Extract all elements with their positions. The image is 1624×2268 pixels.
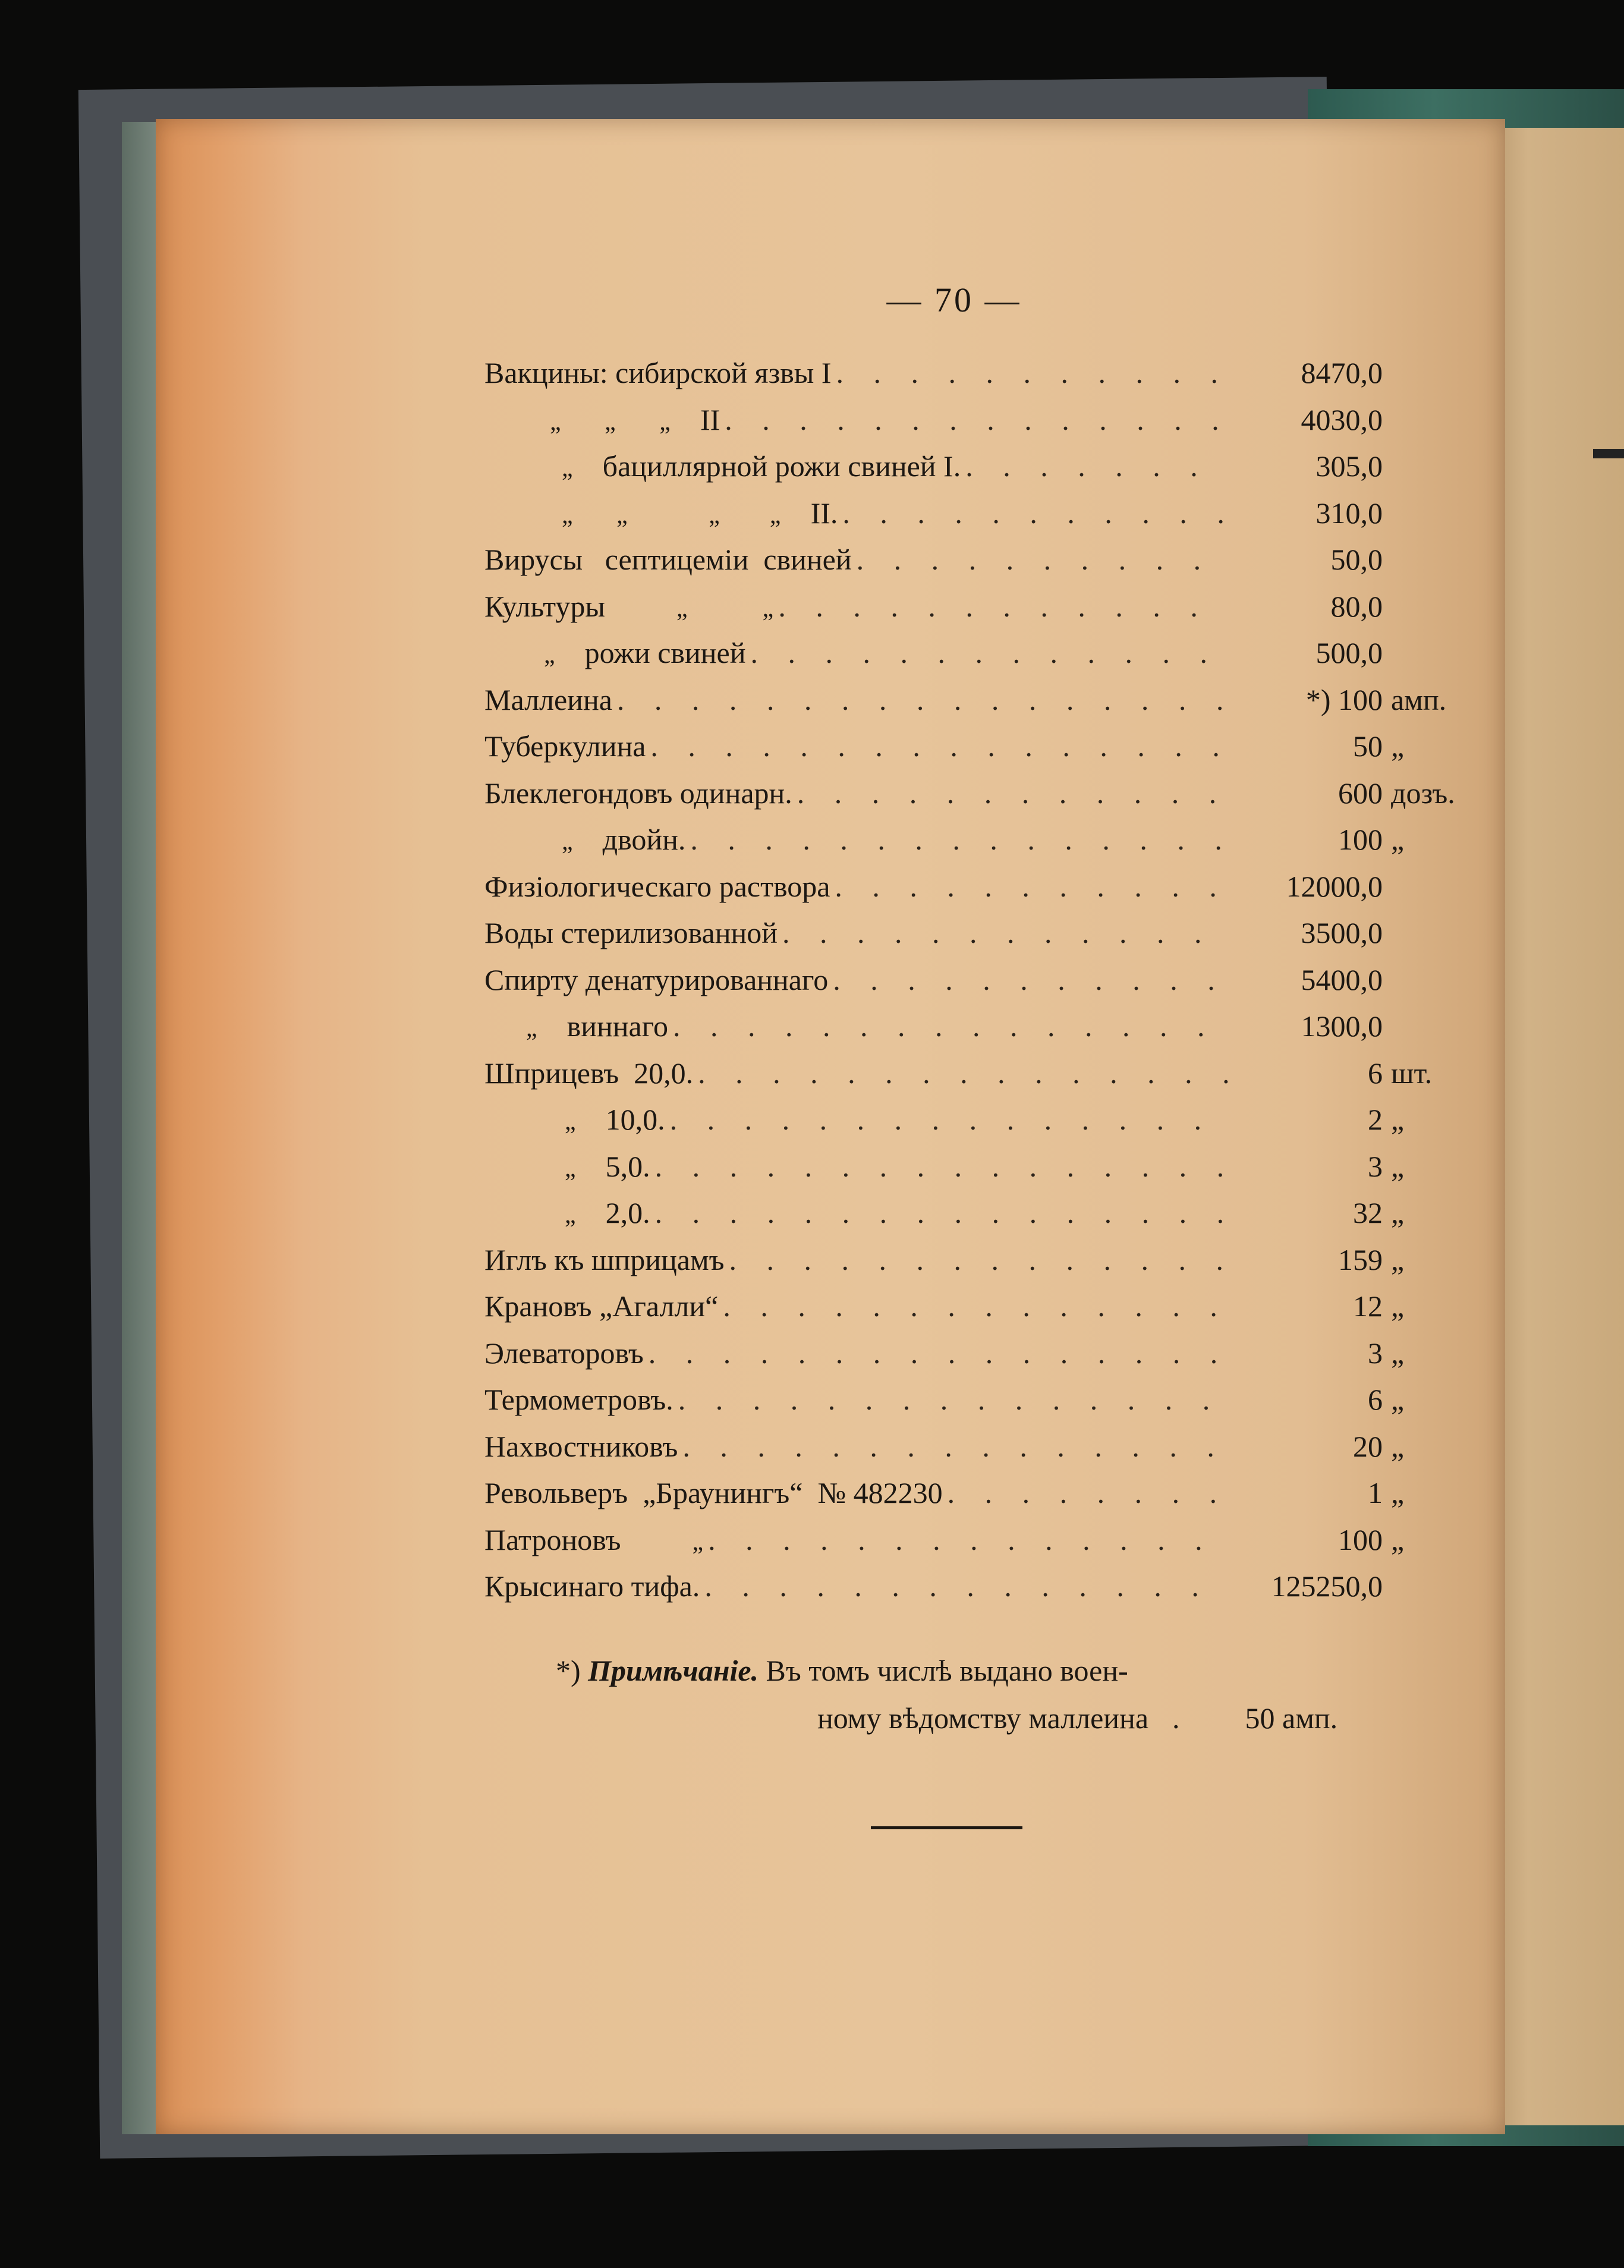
dot-leader bbox=[650, 1190, 1228, 1237]
item-label bbox=[484, 1517, 703, 1566]
item-name: 5,0. bbox=[605, 1149, 650, 1183]
item-label bbox=[484, 1423, 678, 1470]
inventory-row bbox=[484, 677, 1459, 724]
item-label bbox=[484, 1237, 725, 1284]
item-label bbox=[484, 1376, 673, 1423]
item-unit: „ bbox=[1391, 1289, 1405, 1323]
dot-leader bbox=[832, 350, 1228, 397]
item-quantity: 159 bbox=[1338, 1242, 1383, 1276]
inventory-row bbox=[484, 1096, 1459, 1143]
dot-leader bbox=[943, 1470, 1228, 1517]
item-quantity: 8470,0 bbox=[1301, 356, 1383, 389]
ditto-mark: „ bbox=[565, 1108, 576, 1135]
item-unit: „ bbox=[1391, 1242, 1405, 1276]
item-name: Крысинаго тифа. bbox=[484, 1569, 700, 1603]
dot-leader bbox=[700, 1563, 1228, 1610]
item-unit: „ bbox=[1391, 1103, 1405, 1136]
dot-leader bbox=[745, 630, 1228, 677]
item-name: бациллярной рожи свиней I. bbox=[602, 449, 961, 483]
inventory-row bbox=[484, 816, 1459, 863]
inventory-row bbox=[484, 1003, 1459, 1050]
item-unit: дозъ. bbox=[1391, 776, 1455, 810]
inventory-row bbox=[484, 490, 1459, 537]
item-name: Вакцины: сибирской язвы I bbox=[484, 356, 832, 389]
ditto-mark: „ bbox=[544, 641, 555, 669]
inventory-row bbox=[484, 770, 1459, 817]
item-name: Культуры bbox=[484, 589, 606, 623]
item-unit: „ bbox=[1391, 1383, 1405, 1416]
item-label bbox=[484, 910, 778, 957]
inventory-row bbox=[484, 957, 1459, 1004]
dot-leader bbox=[650, 1143, 1228, 1190]
ditto-mark: „ bbox=[565, 1201, 576, 1229]
item-name: 2,0. bbox=[605, 1196, 650, 1229]
inventory-row bbox=[484, 1190, 1459, 1237]
inventory-row bbox=[484, 350, 1459, 397]
inventory-row bbox=[484, 1517, 1459, 1564]
page-edge-mark bbox=[1593, 449, 1624, 458]
item-name: Крановъ „Агалли“ bbox=[484, 1289, 719, 1323]
item-quantity: 100 bbox=[1338, 1523, 1383, 1556]
dot-leader bbox=[828, 957, 1228, 1004]
item-label bbox=[484, 1470, 943, 1517]
item-name: виннаго bbox=[566, 1009, 668, 1043]
item-label bbox=[484, 677, 612, 724]
inventory-row bbox=[484, 443, 1459, 490]
inventory-row bbox=[484, 1050, 1459, 1097]
item-quantity: 600 bbox=[1338, 776, 1383, 810]
item-quantity: 310,0 bbox=[1315, 496, 1383, 530]
item-label bbox=[484, 863, 830, 910]
item-name: Патроновъ bbox=[484, 1523, 621, 1556]
page-number: — 70 — bbox=[886, 281, 1022, 319]
dot-leader bbox=[725, 1237, 1229, 1284]
item-label bbox=[484, 1190, 650, 1239]
item-unit: „ bbox=[1391, 1196, 1405, 1229]
item-name: Туберкулина bbox=[484, 729, 646, 763]
inventory-list bbox=[484, 350, 1459, 1610]
item-quantity: 305,0 bbox=[1315, 449, 1383, 483]
item-name: двойн. bbox=[602, 823, 686, 856]
item-unit: шт. bbox=[1391, 1056, 1433, 1090]
ditto-mark: „ „ bbox=[676, 594, 774, 622]
footnote-text-2: ному вѣдомству маллеина bbox=[817, 1701, 1149, 1735]
inventory-row bbox=[484, 1330, 1459, 1377]
inventory-row bbox=[484, 1470, 1459, 1517]
item-label bbox=[484, 957, 828, 1004]
item-quantity: 3 bbox=[1368, 1149, 1383, 1183]
inventory-row bbox=[484, 536, 1459, 583]
item-label bbox=[484, 1003, 668, 1052]
dot-leader bbox=[852, 536, 1228, 583]
dot-leader bbox=[718, 1283, 1228, 1330]
inventory-row bbox=[484, 910, 1459, 957]
item-quantity: 6 bbox=[1368, 1056, 1383, 1090]
item-quantity: 12000,0 bbox=[1286, 869, 1383, 903]
item-quantity: 20 bbox=[1353, 1429, 1383, 1463]
inventory-row bbox=[484, 1143, 1459, 1190]
footnote-marker: *) bbox=[556, 1653, 581, 1687]
section-divider bbox=[871, 1826, 1022, 1829]
ditto-mark: „ „ „ „ bbox=[562, 501, 781, 529]
ditto-mark: „ bbox=[562, 455, 573, 482]
inventory-row bbox=[484, 397, 1459, 443]
dot-leader bbox=[668, 1003, 1228, 1050]
item-name: Воды стерилизованной bbox=[484, 916, 778, 949]
item-quantity: *) 100 bbox=[1305, 682, 1383, 716]
ditto-mark: „ bbox=[526, 1015, 537, 1042]
item-name: Нахвостниковъ bbox=[484, 1429, 678, 1463]
item-quantity: 3500,0 bbox=[1301, 916, 1383, 949]
item-quantity: 500,0 bbox=[1315, 636, 1383, 669]
item-quantity: 5400,0 bbox=[1301, 962, 1383, 996]
item-quantity: 100 bbox=[1338, 823, 1383, 856]
dot-leader bbox=[665, 1096, 1228, 1143]
footnote-dot: . bbox=[1172, 1701, 1180, 1735]
item-name: рожи свиней bbox=[584, 636, 746, 669]
item-label bbox=[484, 630, 745, 679]
item-quantity: 3 bbox=[1368, 1336, 1383, 1370]
item-name: II bbox=[700, 402, 720, 436]
item-label bbox=[484, 816, 685, 866]
inventory-row bbox=[484, 583, 1459, 630]
inventory-row bbox=[484, 630, 1459, 677]
item-name: Блеклегондовъ одинарн. bbox=[484, 776, 792, 810]
ditto-mark: „ bbox=[562, 828, 573, 855]
dot-leader bbox=[703, 1517, 1228, 1564]
item-quantity: 125250,0 bbox=[1271, 1569, 1383, 1603]
item-quantity: 1300,0 bbox=[1301, 1009, 1383, 1043]
item-label bbox=[484, 350, 832, 397]
inventory-row bbox=[484, 1283, 1459, 1330]
item-name: Физiологическаго раствора bbox=[484, 869, 830, 903]
dot-leader bbox=[678, 1423, 1228, 1470]
ditto-mark: „ „ „ bbox=[550, 408, 671, 436]
item-unit: амп. bbox=[1391, 682, 1447, 716]
item-name: Элеваторовъ bbox=[484, 1336, 644, 1370]
footnote-line-2 bbox=[484, 1694, 1447, 1742]
inventory-row bbox=[484, 723, 1459, 770]
item-label bbox=[484, 490, 838, 539]
inventory-row bbox=[484, 1423, 1459, 1470]
item-quantity: 1 bbox=[1368, 1476, 1383, 1509]
item-name: Маллеина bbox=[484, 682, 612, 716]
item-name: 10,0. bbox=[605, 1103, 665, 1136]
footnote-text-1: Въ томъ числѣ выдано воен- bbox=[766, 1653, 1128, 1687]
item-name: Шприцевъ 20,0. bbox=[484, 1056, 694, 1090]
item-unit: „ bbox=[1391, 823, 1405, 856]
footnote-value: 50 амп. bbox=[1245, 1701, 1338, 1735]
item-quantity: 12 bbox=[1353, 1289, 1383, 1323]
item-label bbox=[484, 397, 720, 446]
item-unit: „ bbox=[1391, 1429, 1405, 1463]
item-label bbox=[484, 443, 961, 492]
footnote-line-1 bbox=[484, 1647, 1447, 1694]
dot-leader bbox=[693, 1050, 1228, 1097]
item-label bbox=[484, 770, 792, 817]
item-unit: „ bbox=[1391, 729, 1405, 763]
item-label bbox=[484, 536, 852, 583]
page-content bbox=[484, 279, 1459, 1742]
dot-leader bbox=[644, 1330, 1228, 1377]
next-page-edge bbox=[1486, 128, 1624, 2125]
item-unit: „ bbox=[1391, 1476, 1405, 1509]
dot-leader bbox=[673, 1376, 1228, 1423]
item-label bbox=[484, 723, 646, 770]
item-name: Термометровъ. bbox=[484, 1383, 673, 1416]
dot-leader bbox=[830, 863, 1228, 910]
item-quantity: 32 bbox=[1353, 1196, 1383, 1229]
item-name: II. bbox=[810, 496, 838, 530]
item-name: Иглъ къ шприцамъ bbox=[484, 1242, 725, 1276]
item-quantity: 80,0 bbox=[1330, 589, 1383, 623]
footnote bbox=[484, 1647, 1447, 1742]
item-label bbox=[484, 1330, 644, 1377]
dot-leader bbox=[961, 443, 1228, 490]
dot-leader bbox=[720, 397, 1228, 443]
item-unit: „ bbox=[1391, 1523, 1405, 1556]
item-quantity: 6 bbox=[1368, 1383, 1383, 1416]
item-label bbox=[484, 1050, 693, 1097]
item-quantity: 50,0 bbox=[1330, 543, 1383, 576]
ditto-mark: „ bbox=[565, 1155, 576, 1182]
dot-leader bbox=[612, 677, 1228, 724]
dot-leader bbox=[778, 910, 1228, 957]
item-quantity: 4030,0 bbox=[1301, 402, 1383, 436]
footnote-title: Примѣчанiе. bbox=[588, 1653, 759, 1687]
item-quantity: 2 bbox=[1368, 1103, 1383, 1136]
item-name: Вирусы септицемiи свиней bbox=[484, 543, 852, 576]
dot-leader bbox=[792, 770, 1228, 817]
item-unit: „ bbox=[1391, 1149, 1405, 1183]
dot-leader bbox=[838, 490, 1228, 537]
item-label bbox=[484, 1143, 650, 1193]
dot-leader bbox=[646, 723, 1228, 770]
inventory-row bbox=[484, 1237, 1459, 1284]
item-quantity: 50 bbox=[1353, 729, 1383, 763]
item-name: Револьверъ „Браунингъ“ № 482230 bbox=[484, 1476, 943, 1509]
dot-leader bbox=[773, 583, 1228, 630]
inventory-row bbox=[484, 863, 1459, 910]
item-unit: „ bbox=[1391, 1336, 1405, 1370]
ditto-mark: „ bbox=[692, 1528, 704, 1556]
item-label bbox=[484, 1283, 718, 1330]
item-label bbox=[484, 583, 773, 633]
inventory-row bbox=[484, 1376, 1459, 1423]
inventory-row bbox=[484, 1563, 1459, 1610]
dot-leader bbox=[685, 816, 1228, 863]
item-name: Спирту денатурированнаго bbox=[484, 962, 829, 996]
item-label bbox=[484, 1563, 700, 1610]
item-label bbox=[484, 1096, 665, 1146]
